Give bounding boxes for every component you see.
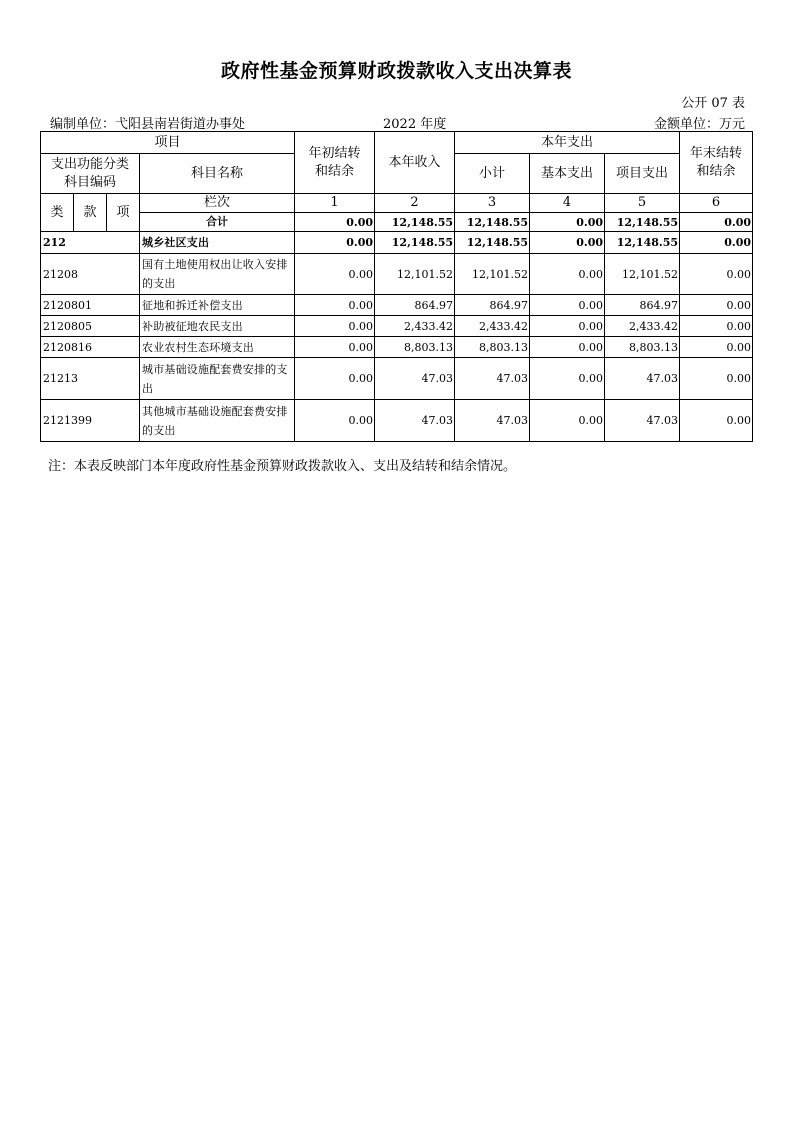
row-cell: 12,101.52 bbox=[375, 254, 455, 295]
table-row bbox=[41, 358, 753, 400]
row-cell: 12,101.52 bbox=[605, 254, 680, 295]
row-code: 21213 bbox=[41, 358, 140, 400]
row-cell: 0.00 bbox=[295, 400, 375, 442]
row-name: 农业农村生态环境支出 bbox=[140, 337, 295, 358]
row-cell: 0.00 bbox=[680, 232, 753, 254]
col-number: 1 bbox=[295, 194, 375, 213]
row-name: 城市基础设施配套费安排的支出 bbox=[140, 358, 295, 400]
row-cell: 864.97 bbox=[605, 295, 680, 316]
header-subtotal: 小计 bbox=[455, 154, 530, 194]
total-cell: 12,148.55 bbox=[375, 213, 455, 232]
row-cell: 0.00 bbox=[530, 295, 605, 316]
header-func-code: 支出功能分类科目编码 bbox=[41, 154, 140, 194]
row-name: 补助被征地农民支出 bbox=[140, 316, 295, 337]
row-name: 征地和拆迁补偿支出 bbox=[140, 295, 295, 316]
row-cell: 0.00 bbox=[295, 337, 375, 358]
row-cell: 47.03 bbox=[375, 400, 455, 442]
row-code: 2120801 bbox=[41, 295, 140, 316]
row-cell: 0.00 bbox=[295, 232, 375, 254]
total-cell: 0.00 bbox=[680, 213, 753, 232]
total-cell: 12,148.55 bbox=[455, 213, 530, 232]
row-code: 212 bbox=[41, 232, 140, 254]
row-cell: 0.00 bbox=[295, 316, 375, 337]
col-number: 2 bbox=[375, 194, 455, 213]
col-number: 4 bbox=[530, 194, 605, 213]
table-row bbox=[41, 337, 753, 358]
col-number: 3 bbox=[455, 194, 530, 213]
row-cell: 8,803.13 bbox=[605, 337, 680, 358]
row-cell: 2,433.42 bbox=[455, 316, 530, 337]
row-cell: 0.00 bbox=[680, 316, 753, 337]
header-begin-balance: 年初结转和结余 bbox=[295, 132, 375, 194]
row-code: 2120805 bbox=[41, 316, 140, 337]
row-name: 国有土地使用权出让收入安排的支出 bbox=[140, 254, 295, 295]
header-subject-name: 科目名称 bbox=[140, 154, 295, 194]
header-project-exp: 项目支出 bbox=[605, 154, 680, 194]
total-cell: 0.00 bbox=[530, 213, 605, 232]
header-basic: 基本支出 bbox=[530, 154, 605, 194]
table-row bbox=[41, 254, 753, 295]
row-code: 2121399 bbox=[41, 400, 140, 442]
col-number: 6 bbox=[680, 194, 753, 213]
row-cell: 0.00 bbox=[530, 232, 605, 254]
total-row bbox=[41, 213, 753, 232]
money-unit: 金额单位：万元 bbox=[653, 117, 745, 132]
header-lei: 类 bbox=[41, 194, 74, 232]
fiscal-year: 2022 年度 bbox=[383, 117, 447, 132]
total-label: 合计 bbox=[140, 213, 295, 232]
row-cell: 864.97 bbox=[455, 295, 530, 316]
row-cell: 8,803.13 bbox=[375, 337, 455, 358]
total-cell: 0.00 bbox=[295, 213, 375, 232]
row-cell: 0.00 bbox=[530, 254, 605, 295]
row-cell: 0.00 bbox=[680, 358, 753, 400]
table-row bbox=[41, 400, 753, 442]
header-lanci: 栏次 bbox=[140, 194, 295, 213]
header-end-balance: 年末结转和结余 bbox=[680, 132, 753, 194]
row-cell: 47.03 bbox=[455, 358, 530, 400]
total-cell: 12,148.55 bbox=[605, 213, 680, 232]
table-row bbox=[41, 232, 753, 254]
col-number: 5 bbox=[605, 194, 680, 213]
row-cell: 0.00 bbox=[530, 316, 605, 337]
row-cell: 12,101.52 bbox=[455, 254, 530, 295]
row-cell: 0.00 bbox=[680, 400, 753, 442]
row-cell: 47.03 bbox=[605, 358, 680, 400]
row-name: 城乡社区支出 bbox=[140, 232, 295, 254]
row-cell: 47.03 bbox=[455, 400, 530, 442]
header-project: 项目 bbox=[41, 132, 295, 154]
header-income: 本年收入 bbox=[375, 132, 455, 194]
row-cell: 0.00 bbox=[295, 358, 375, 400]
row-cell: 2,433.42 bbox=[605, 316, 680, 337]
row-cell: 2,433.42 bbox=[375, 316, 455, 337]
table-row bbox=[41, 316, 753, 337]
row-code: 21208 bbox=[41, 254, 140, 295]
row-cell: 0.00 bbox=[295, 254, 375, 295]
header-kuan: 款 bbox=[74, 194, 107, 232]
row-cell: 0.00 bbox=[680, 254, 753, 295]
row-name: 其他城市基础设施配套费安排的支出 bbox=[140, 400, 295, 442]
row-cell: 12,148.55 bbox=[375, 232, 455, 254]
table-number: 公开 07 表 bbox=[681, 96, 745, 111]
table-row bbox=[41, 295, 753, 316]
row-cell: 12,148.55 bbox=[455, 232, 530, 254]
row-cell: 0.00 bbox=[530, 358, 605, 400]
compiling-unit: 编制单位：弋阳县南岩街道办事处 bbox=[50, 117, 246, 132]
table-note: 注：本表反映部门本年度政府性基金预算财政拨款收入、支出及结转和结余情况。 bbox=[48, 459, 517, 474]
row-cell: 0.00 bbox=[680, 295, 753, 316]
row-cell: 0.00 bbox=[530, 400, 605, 442]
page-title: 政府性基金预算财政拨款收入支出决算表 bbox=[220, 60, 572, 82]
row-cell: 864.97 bbox=[375, 295, 455, 316]
row-cell: 8,803.13 bbox=[455, 337, 530, 358]
row-cell: 12,148.55 bbox=[605, 232, 680, 254]
row-cell: 47.03 bbox=[605, 400, 680, 442]
row-cell: 47.03 bbox=[375, 358, 455, 400]
row-cell: 0.00 bbox=[680, 337, 753, 358]
header-xiang: 项 bbox=[107, 194, 140, 232]
header-expense: 本年支出 bbox=[455, 132, 680, 154]
row-cell: 0.00 bbox=[295, 295, 375, 316]
fund-budget-table bbox=[40, 131, 753, 442]
row-code: 2120816 bbox=[41, 337, 140, 358]
row-cell: 0.00 bbox=[530, 337, 605, 358]
